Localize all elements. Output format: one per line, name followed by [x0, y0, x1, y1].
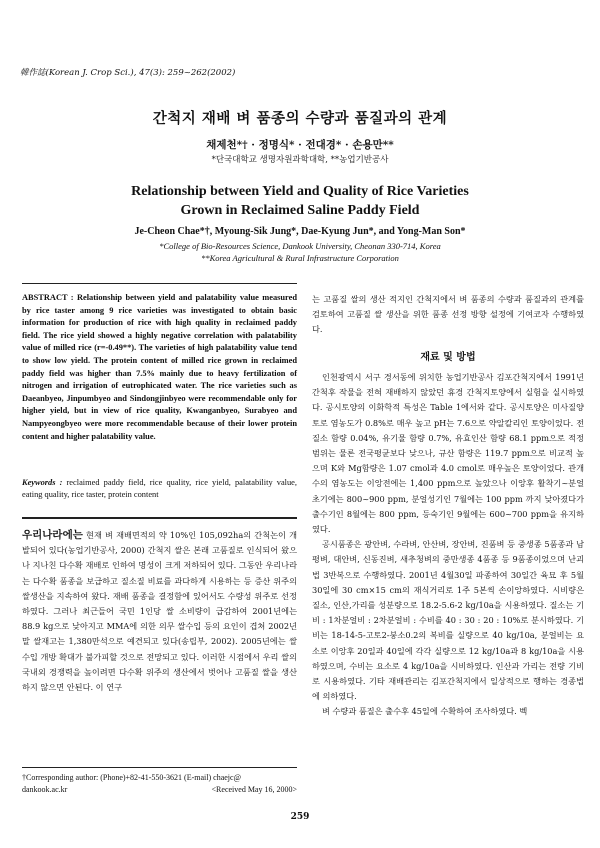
english-title-line-1: Relationship between Yield and Quality of Rice Varieties — [131, 184, 469, 199]
received-date: <Received May 16, 2000> — [211, 785, 297, 794]
english-affiliation-line-1: *College of Bio-Resources Science, Dankook University, Cheonan 330-714, Korea — [159, 241, 441, 251]
footnote-line-1: †Corresponding author: (Phone)+82-41-550-3621 (E-mail) chaejc@ — [22, 773, 241, 782]
keywords-label: Keywords : — [22, 478, 63, 487]
footnote-line-2: dankook.ac.kr — [22, 785, 68, 794]
header-divider — [22, 283, 297, 284]
korean-title: 간척지 재배 벼 품종의 수량과 품질과의 관계 — [152, 110, 448, 127]
keywords — [22, 477, 297, 502]
korean-authors: 채제천*† · 정명식* · 전대경* · 손용만** — [206, 139, 394, 151]
footnote-divider — [22, 767, 297, 768]
korean-affiliation: *단국대학교 생명자원과학대학, **농업기반공사 — [211, 155, 389, 165]
abstract-divider — [22, 517, 297, 519]
methods-paragraph-1: 인천광역시 서구 경서동에 위치한 농업기반공사 김포간척지에서 1991년 간척후 작물을 전혀 재배하지 않았던 휴경 간척지토양에서 실험을 실시하였다. 공시토양의 이화학적 특성은 Table 1에서와 같다. 공시토양은 미사질양토로 염농도가 0.8%로 매우 높고 pH는 7.6으로 약알칼리인 토양이었다. 전질소 함량 0.04%, 유기물 함량 0.7%, 유효인산 함량 68.1 ppm으로 적정범위는 물론 전국평균보다 낮으나, 규산 함량은 119.7 ppm으로 비교적 높으며 K와 Mg함량은 1.07 cmol과 4.0 cmol로 매우높은 토양이었다. 관개수의 염농도는 이앙전에는 1,400 ppm으로 높았으나 이앙후 활착기~분얼초기에는 800~900 ppm, 분얼성기인 7월에는 100 ppm 까지 낮아졌다가 출수기인 8월에는 800 ppm, 등숙기인 9월에는 600~700 ppm을 유지하였다. — [312, 372, 584, 535]
keywords-text: reclaimed paddy field, rice quality, rice yield, palatability value, eating quality, rice taster, protein content — [22, 478, 297, 500]
methods-paragraph-2: 공시품종은 광안벼, 수라벼, 안산벼, 장안벼, 진품벼 등 중생종 5품종과 남평벼, 대안벼, 신동진벼, 새추청벼의 중만생종 4품종 등 9품종이었으며 난괴법 3반복으로 수행하였다. 2001년 4월30일 파종하여 30일간 육묘 후 5월30일에 30 cm×15 cm의 재식거리로 1주 5본씩 손이앙하였다. 시비량은 질소, 인산,가리를 성분량으로 18.2-5.6-2 kg/10a을 시용하였다. 질소는 기비 : 1차분얼비 : 2차분얼비 : 수비를 40 : 30 : 20 : 10%로 분시하였다. 기비는 18-14-5-고토2-붕소0.2의 복비를 실량으로 40 kg/10a, 분얼비는 요소로 이앙후 20일과 40일에 각각 실량으로 12 kg/10a과 8 kg/10a을 시용하였으며, 수비는 요소로 4 kg/10a을 시비하였다. 인산과 가리는 전량 기비로 시용하였다. 기타 재배관리는 김포간척지에서 일상적으로 행하는 경종법에 의하였다. — [312, 539, 584, 702]
english-affiliation — [0, 240, 600, 264]
section-title: 재료 및 방법 — [420, 352, 476, 363]
abstract: ABSTRACT : Relationship between yield and palatability value measured by rice taster among 9 rice varieties was investigated to obtain basic information for production of rice with high quality in reclaimed paddy field. The rice yield showed a highly negative correlation with palatability value of milled rice (r=-0.49**). The varieties of high palatability value tend to show low yield. The protein content of milled rice grown in reclaimed paddy field was higher than 7.5% mainly due to heavy fertilization of nitrogen and irrigation of eutrophicated water. The rice varieties such as Daeanbyeo, Jinpumbyeo and Sindongjinbyeo were recommendable only for higher yield, but in view of rice quality, Kwanganbyeo, Surabyeo and Nampyeongbyeo were more recommendable because of their lower protein content and higher palatability value. — [22, 293, 297, 441]
intro-text: 현재 벼 재배면적의 약 10%인 105,092ha의 간척논이 개발되어 있다(농업기반공사, 2000) 간척지 쌀은 본래 고품질로 인식되어 왔으나 지나친 다수확 재배로 인하여 명성이 크게 저하되어 있다. 그동안 우리나라는 다수확 품종을 보급하고 질소질 비료를 과다하게 시용하는 등 증산 위주의 쌀생산을 지속하여 왔다. 재배 품종을 결정함에 있어서도 수량성 위주로 선정하였다. 그러나 최근들어 국민 1인당 쌀 소비량이 급감하여 2001년에는 88.9 kg으로 낮아지고 MMA에 의한 의무 쌀수입 등의 요인이 겹쳐 2002년말 쌀재고는 1,380만석으로 예견되고 있다(송립부, 2002). 2005년에는 쌀수입 개방 확대가 불가피할 것으로 전망되고 있다. 이러한 시점에서 우리 쌀의 국내외 경쟁력을 높이려면 다수확 위주의 생산에서 벗어나 고품질 쌀을 생산하지 않으면 안된다. 이 연구 — [22, 530, 297, 693]
english-authors: Je-Cheon Chae*†, Myoung-Sik Jung*, Dae-Kyung Jun*, and Yong-Man Son* — [134, 226, 466, 237]
methods-paragraph-3: 벼 수량과 품질은 출수후 45일에 수확하여 조사하였다. 벡 — [322, 706, 528, 717]
methods-body — [312, 370, 584, 720]
english-title-line-2: Grown in Reclaimed Saline Paddy Field — [180, 203, 420, 218]
journal-header: 韓作誌(Korean J. Crop Sci.), 47(3): 259~262(2002) — [20, 68, 236, 78]
intro-continuation: 는 고품질 쌀의 생산 적지인 간척지에서 벼 품종의 수량과 품질과의 관계를 검토하여 고품질 쌀 생산을 위한 품종 선정 방향 설정에 기여코자 수행하였다. — [312, 294, 584, 335]
intro-body — [22, 528, 297, 695]
english-affiliation-line-2: **Korea Agricultural & Rural Infrastructure Corporation — [201, 253, 399, 263]
intro-lead: 우리나라에는 — [22, 529, 83, 541]
english-title — [0, 182, 600, 220]
page-number: 259 — [290, 812, 310, 822]
footnote — [22, 772, 297, 796]
